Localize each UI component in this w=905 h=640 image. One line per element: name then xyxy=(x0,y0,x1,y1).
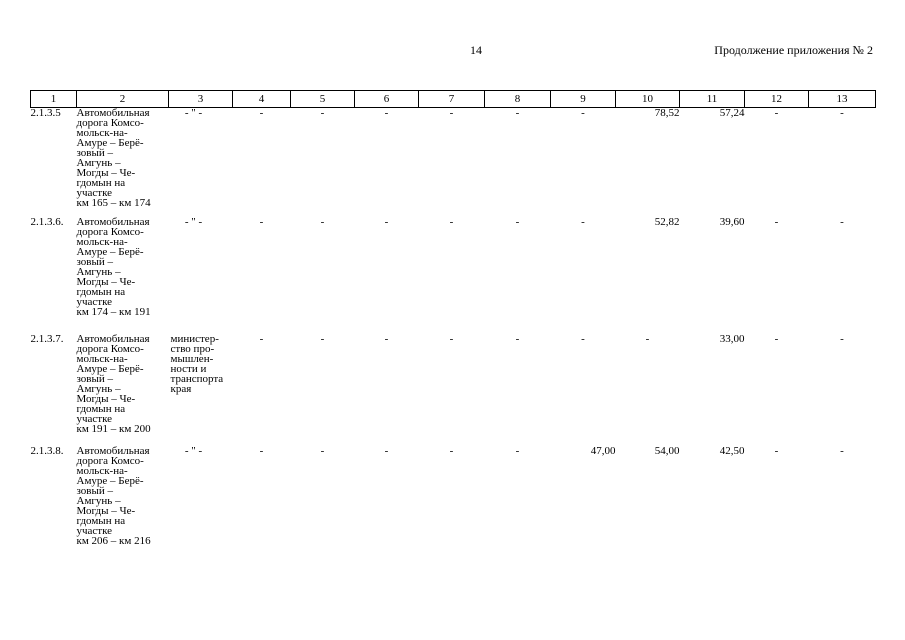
object-name xyxy=(77,108,169,218)
column-header: 3 xyxy=(169,91,233,108)
cell-5: - xyxy=(320,216,325,228)
cell-4: - xyxy=(259,333,264,345)
object-name xyxy=(77,217,169,334)
continuation-label: Продолжение приложения № 2 xyxy=(714,43,873,57)
table-row xyxy=(31,217,876,334)
cell-6: - xyxy=(384,333,389,345)
cell-11: 42,50 xyxy=(719,445,745,457)
object-name-text: Автомобильная дорога Комсо- мольск-на- Амуре – Берё- зовый – Амгунь – Могды – Че- гдомын на участке км 174 – км 191 xyxy=(76,216,151,318)
cell-13: - xyxy=(840,333,844,345)
column-header: 10 xyxy=(616,91,680,108)
cell-12: - xyxy=(774,333,779,345)
object-name-text: Автомобильная дорога Комсо- мольск-на- Амуре – Берё- зовый – Амгунь – Могды – Че- гдомын на участке км 206 – км 216 xyxy=(76,445,151,547)
cell-5: - xyxy=(320,333,325,345)
cell-11: 57,24 xyxy=(719,107,745,119)
column-header: 2 xyxy=(77,91,169,108)
cell-10: 52,82 xyxy=(654,216,680,228)
cell-12: - xyxy=(774,107,779,119)
cell-10: 78,52 xyxy=(654,107,680,119)
column-header: 7 xyxy=(419,91,485,108)
cell-4: - xyxy=(259,107,264,119)
cell-6: - xyxy=(384,216,389,228)
cell-12: - xyxy=(774,445,779,457)
cell-13: - xyxy=(840,445,844,457)
column-header: 6 xyxy=(355,91,419,108)
cell-9: - xyxy=(581,107,585,119)
organization xyxy=(169,334,233,446)
row-number: 2.1.3.5 xyxy=(30,107,61,119)
cell-4: - xyxy=(259,445,264,457)
cell-9: - xyxy=(581,333,585,345)
cell-8: - xyxy=(515,107,520,119)
row-number: 2.1.3.6. xyxy=(30,216,64,228)
organization: - " - xyxy=(184,445,203,457)
cell-9: - xyxy=(581,216,585,228)
page-number: 14 xyxy=(470,43,482,57)
cell-11: 33,00 xyxy=(719,333,745,345)
column-header: 12 xyxy=(745,91,809,108)
organization-text: министер- ство про- мышлен- ности и транспорта края xyxy=(170,333,224,395)
cell-10: 54,00 xyxy=(654,445,680,457)
cell-7: - xyxy=(449,107,454,119)
organization: - " - xyxy=(184,107,203,119)
object-name xyxy=(77,446,169,561)
table-row xyxy=(31,446,876,561)
cell-8: - xyxy=(515,216,520,228)
object-name-text: Автомобильная дорога Комсо- мольск-на- Амуре – Берё- зовый – Амгунь – Могды – Че- гдомын на участке км 165 – км 174 xyxy=(76,107,151,209)
column-header: 4 xyxy=(233,91,291,108)
cell-6: - xyxy=(384,107,389,119)
cell-12: - xyxy=(774,216,779,228)
organization: - " - xyxy=(184,216,203,228)
column-header: 1 xyxy=(31,91,77,108)
cell-10: - xyxy=(645,333,650,345)
row-number: 2.1.3.7. xyxy=(30,333,64,345)
cell-13: - xyxy=(840,216,844,228)
column-number-row xyxy=(31,91,876,108)
object-name xyxy=(77,334,169,446)
cell-6: - xyxy=(384,445,389,457)
column-header: 13 xyxy=(809,91,876,108)
cell-9: 47,00 xyxy=(590,445,616,457)
cell-11: 39,60 xyxy=(719,216,745,228)
row-number: 2.1.3.8. xyxy=(30,445,64,457)
cell-8: - xyxy=(515,445,520,457)
table-row xyxy=(31,108,876,218)
object-name-text: Автомобильная дорога Комсо- мольск-на- Амуре – Берё- зовый – Амгунь – Могды – Че- гдомын на участке км 191 – км 200 xyxy=(76,333,151,435)
data-table xyxy=(30,90,876,561)
column-header: 9 xyxy=(551,91,616,108)
column-header: 11 xyxy=(680,91,745,108)
cell-4: - xyxy=(259,216,264,228)
column-header: 8 xyxy=(485,91,551,108)
column-header: 5 xyxy=(291,91,355,108)
cell-8: - xyxy=(515,333,520,345)
cell-7: - xyxy=(449,216,454,228)
cell-13: - xyxy=(840,107,844,119)
cell-5: - xyxy=(320,445,325,457)
cell-7: - xyxy=(449,445,454,457)
table-row xyxy=(31,334,876,446)
cell-5: - xyxy=(320,107,325,119)
cell-7: - xyxy=(449,333,454,345)
